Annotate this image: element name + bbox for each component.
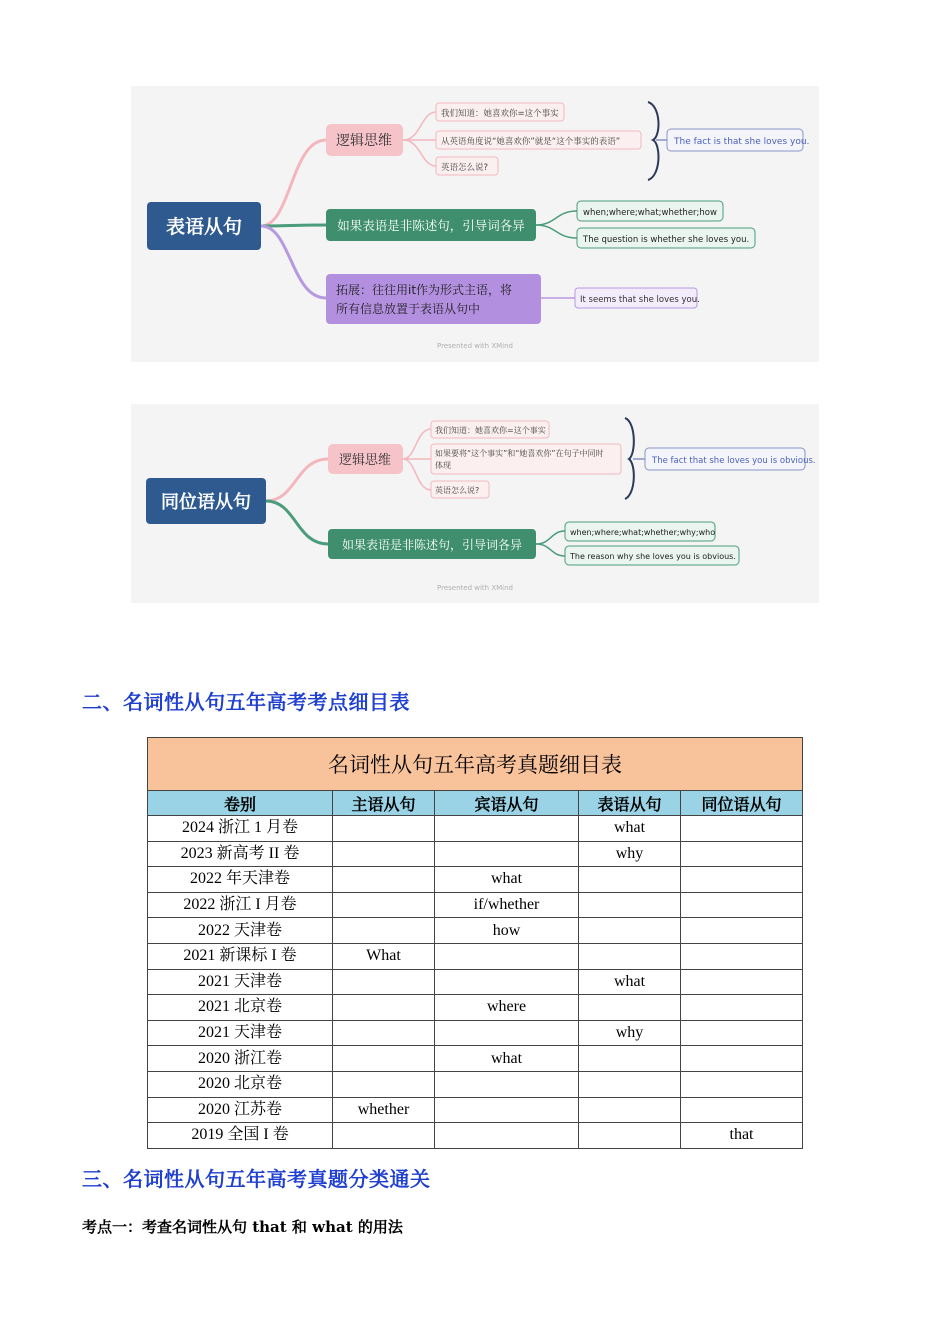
table-cell — [333, 892, 435, 918]
leaf-2-4-text: when;where;what;whether;why;who — [570, 528, 716, 537]
table-cell — [435, 841, 579, 867]
table-cell — [579, 995, 681, 1021]
table-row — [148, 943, 803, 969]
table-cell — [435, 1123, 579, 1149]
table-cell — [681, 1020, 803, 1046]
table-cell — [333, 969, 435, 995]
branch-non-declarative-2-label: 如果表语是非陈述句，引导词各异 — [341, 538, 523, 552]
table-row — [148, 1071, 803, 1097]
table-cell: what — [435, 867, 579, 893]
leaf-4-text: when;where;what;whether;how — [583, 208, 717, 218]
table-cell: 2020 江苏卷 — [148, 1097, 333, 1123]
leaf-2-1-text: 我们知道：她喜欢你=这个事实 — [435, 426, 546, 435]
leaf-2-2-text-a: 如果要将“这个事实”和“她喜欢你”在句子中同时 — [435, 449, 604, 458]
table-cell — [333, 1046, 435, 1072]
table-row — [148, 1046, 803, 1072]
table-row — [148, 969, 803, 995]
table-cell: 2021 天津卷 — [148, 969, 333, 995]
table-cell: whether — [333, 1097, 435, 1123]
table-cell — [579, 1071, 681, 1097]
table-row — [148, 1123, 803, 1149]
table-cell — [435, 816, 579, 842]
table-cell — [579, 892, 681, 918]
table-cell — [579, 1046, 681, 1072]
table-cell — [333, 918, 435, 944]
branch-logic-2-label: 逻辑思维 — [338, 453, 392, 468]
table-cell: 2024 浙江 1 月卷 — [148, 816, 333, 842]
col-header-predicative-clause: 表语从句 — [579, 791, 681, 816]
col-header-object-clause: 宾语从句 — [435, 791, 579, 816]
table-title: 名词性从句五年高考真题细目表 — [148, 738, 803, 791]
table-cell — [333, 1071, 435, 1097]
table-cell — [435, 943, 579, 969]
table-cell — [579, 943, 681, 969]
table-row — [148, 995, 803, 1021]
root-label: 表语从句 — [165, 216, 243, 238]
table-cell — [333, 867, 435, 893]
table-cell: that — [681, 1123, 803, 1149]
root-label-2: 同位语从句 — [161, 492, 251, 513]
leaf-2-2-text-b: 体现 — [435, 461, 451, 470]
table-cell: 2021 新课标 I 卷 — [148, 943, 333, 969]
table-cell — [333, 1123, 435, 1149]
table-cell: 2022 浙江 I 月卷 — [148, 892, 333, 918]
leaf-2-text: 从英语角度说“她喜欢你”就是“这个事实的表语” — [441, 137, 621, 147]
table-cell — [681, 1046, 803, 1072]
col-header-subject-clause: 主语从句 — [333, 791, 435, 816]
table-cell: why — [579, 841, 681, 867]
table-cell: 2020 浙江卷 — [148, 1046, 333, 1072]
table-cell — [681, 1071, 803, 1097]
table-header-row — [148, 791, 803, 816]
table-cell: 2019 全国 I 卷 — [148, 1123, 333, 1149]
col-header-appositive-clause: 同位语从句 — [681, 791, 803, 816]
table-row — [148, 867, 803, 893]
result-2-text: The fact that she loves you is obvious. — [652, 456, 816, 466]
table-cell: what — [435, 1046, 579, 1072]
table-cell: 2023 新高考 II 卷 — [148, 841, 333, 867]
leaf-2-3-text: 英语怎么说? — [435, 486, 480, 495]
table-cell — [681, 867, 803, 893]
leaf-2-5-text: The reason why she loves you is obvious. — [570, 552, 736, 561]
table-cell — [579, 1097, 681, 1123]
table-cell — [681, 969, 803, 995]
table-cell — [435, 969, 579, 995]
table-cell: where — [435, 995, 579, 1021]
result-1-text: The fact is that she loves you. — [674, 137, 810, 147]
table-row — [148, 1020, 803, 1046]
table-cell — [435, 1020, 579, 1046]
watermark-2: Presented with XMind — [437, 584, 513, 592]
col-header-paper: 卷别 — [148, 791, 333, 816]
table-cell: 2022 年天津卷 — [148, 867, 333, 893]
table-row — [148, 892, 803, 918]
table-cell: 2022 天津卷 — [148, 918, 333, 944]
branch-extension — [326, 274, 541, 324]
mindmap-appositive-clause — [131, 404, 819, 603]
table-row — [148, 1097, 803, 1123]
table-cell: if/whether — [435, 892, 579, 918]
table-cell — [579, 867, 681, 893]
table-cell — [579, 918, 681, 944]
table-cell — [579, 1123, 681, 1149]
table-cell: 2021 天津卷 — [148, 1020, 333, 1046]
table-body — [148, 816, 803, 1149]
table-row — [148, 841, 803, 867]
branch-logic-label: 逻辑思维 — [336, 133, 392, 149]
branch-extension-line2: 所有信息放置于表语从句中 — [336, 302, 481, 316]
table-cell: what — [579, 816, 681, 842]
leaf-1-text: 我们知道：她喜欢你=这个事实 — [441, 109, 559, 119]
table-cell — [333, 995, 435, 1021]
point-1-label: 考点一：考查名词性从句 that 和 what 的用法 — [82, 1218, 403, 1236]
table-cell — [333, 816, 435, 842]
table-cell — [681, 841, 803, 867]
table-cell — [681, 1097, 803, 1123]
table-cell: what — [579, 969, 681, 995]
table-cell — [333, 841, 435, 867]
exam-detail-table — [147, 737, 803, 1149]
table-row — [148, 816, 803, 842]
table-cell — [681, 995, 803, 1021]
table-cell: 2020 北京卷 — [148, 1071, 333, 1097]
leaf-5-text: The question is whether she loves you. — [583, 235, 750, 245]
mindmap-predicative-clause — [131, 86, 819, 362]
watermark-1: Presented with XMind — [437, 342, 513, 350]
branch-extension-line1: 拓展：往往用it作为形式主语，将 — [336, 283, 513, 297]
branch-non-declarative-label: 如果表语是非陈述句，引导词各异 — [337, 218, 525, 233]
table-cell — [681, 892, 803, 918]
table-cell: why — [579, 1020, 681, 1046]
table-cell — [681, 943, 803, 969]
table-cell — [681, 816, 803, 842]
mindmap-2-svg — [131, 404, 819, 603]
table-cell: What — [333, 943, 435, 969]
table-cell — [435, 1071, 579, 1097]
table-cell: how — [435, 918, 579, 944]
table-cell: 2021 北京卷 — [148, 995, 333, 1021]
mindmap-1-svg — [131, 86, 819, 362]
table-cell — [681, 918, 803, 944]
leaf-3-text: 英语怎么说? — [441, 163, 489, 173]
table-row — [148, 918, 803, 944]
section-3-heading: 三、名词性从句五年高考真题分类通关 — [82, 1167, 431, 1191]
table-cell — [333, 1020, 435, 1046]
section-2-heading: 二、名词性从句五年高考考点细目表 — [82, 690, 410, 714]
table-cell — [435, 1097, 579, 1123]
leaf-6-text: It seems that she loves you. — [580, 295, 700, 305]
